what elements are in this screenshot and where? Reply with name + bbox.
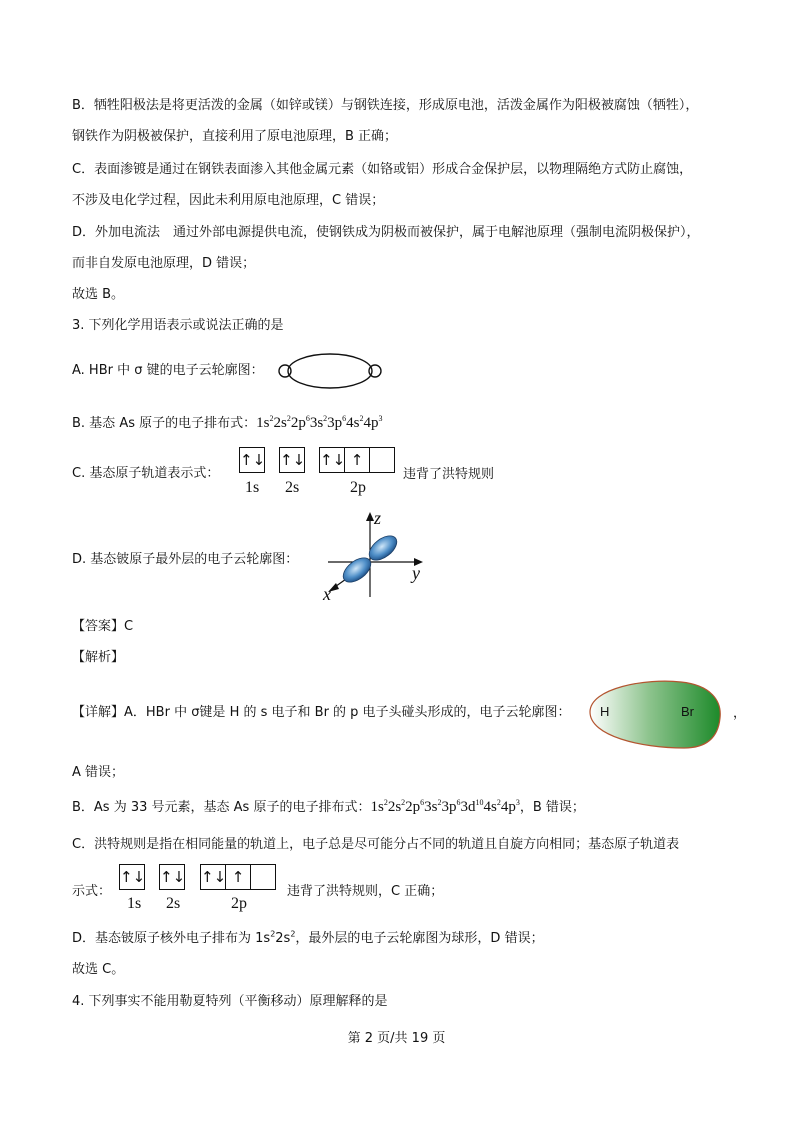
orbital-box: ↑ bbox=[225, 864, 251, 890]
orbital-label: 2p bbox=[231, 895, 247, 912]
orbital-box: ↑ bbox=[344, 447, 370, 473]
detail-d bbox=[72, 929, 544, 949]
text-line: 故选 B。 bbox=[72, 287, 125, 302]
orbital-2p-answer bbox=[200, 864, 276, 890]
electron-count: 2 bbox=[269, 414, 274, 423]
electron-count: 6 bbox=[342, 414, 347, 423]
axis-z-label: z bbox=[374, 508, 382, 528]
option-c-text: C. 基态原子轨道表示式： bbox=[72, 466, 220, 481]
page-footer: 第 2 页/共 19 页 bbox=[347, 1031, 446, 1046]
electron-count: 2 bbox=[496, 798, 501, 807]
subshell: 2p bbox=[290, 415, 306, 431]
orbital-box bbox=[250, 864, 276, 890]
subshell: 4p bbox=[500, 799, 516, 815]
subshell: 2s bbox=[273, 415, 287, 431]
orbital-box: ↑↓ bbox=[119, 864, 145, 890]
text-line: D．外加电流法 通过外部电源提供电流，使钢铁成为阴极而被保护，属于电解池原理（强制电流阴极保护）， bbox=[72, 225, 700, 240]
orbital-2s-answer bbox=[159, 864, 185, 890]
subshell: 4s bbox=[483, 799, 497, 815]
detail-c-post: 违背了洪特规则，C 正确； bbox=[287, 884, 444, 899]
orbital-2p bbox=[319, 447, 395, 473]
detail-d-post: ，最外层的电子云轮廓图为球形，D 错误； bbox=[295, 931, 544, 946]
orbital-1s-answer bbox=[119, 864, 145, 890]
detail-d-mid: 2s bbox=[275, 931, 291, 946]
detail-c-pre: 示式： bbox=[72, 884, 112, 899]
option-a bbox=[72, 361, 264, 381]
text-line: 钢铁作为阴极被保护，直接利用了原电池原理，B 正确； bbox=[72, 129, 398, 144]
orbital-label: 2s bbox=[285, 479, 300, 496]
electron-count: 3 bbox=[515, 798, 520, 807]
text-line: A 错误； bbox=[72, 765, 125, 780]
orbital-box: ↑↓ bbox=[279, 447, 305, 473]
comma: ， bbox=[733, 706, 747, 721]
orbital-label: 1s bbox=[127, 895, 142, 912]
electron-count: 6 bbox=[420, 798, 425, 807]
orbital-1s bbox=[239, 447, 265, 473]
subshell: 4p bbox=[363, 415, 379, 431]
electron-config-corrected bbox=[370, 799, 519, 815]
subshell: 3p bbox=[327, 415, 343, 431]
electron-count: 10 bbox=[475, 798, 484, 807]
subshell: 1s bbox=[256, 415, 270, 431]
orbital-box: ↑↓ bbox=[159, 864, 185, 890]
option-b-text: B. 基态 As 原子的电子排布式： bbox=[72, 416, 257, 431]
question-stem: 4. 下列事实不能用勒夏特列（平衡移动）原理解释的是 bbox=[72, 994, 388, 1009]
sigma-bond-diagram bbox=[278, 351, 382, 391]
detail-a-text: 【详解】A．HBr 中 σ键是 H 的 s 电子和 Br 的 p 电子头碰头形成的，电子云轮廓图： bbox=[72, 705, 571, 720]
electron-config-b bbox=[256, 415, 382, 431]
detail-b bbox=[72, 797, 585, 818]
orbital-label: 2s bbox=[166, 895, 181, 912]
electron-count: 2 bbox=[359, 414, 364, 423]
text-line: B．牺牲阳极法是将更活泼的金属（如锌或镁）与钢铁连接，形成原电池，活泼金属作为阳极被腐蚀（牺牲）， bbox=[72, 98, 699, 113]
superscript: 2 bbox=[270, 929, 276, 939]
detail-b-post: ，B 错误； bbox=[519, 800, 585, 815]
subshell: 2s bbox=[387, 799, 402, 815]
electron-count: 6 bbox=[305, 414, 310, 423]
hbr-br-label: Br bbox=[681, 704, 694, 719]
option-b bbox=[72, 413, 383, 434]
orbital-box bbox=[369, 447, 395, 473]
detail-d-pre: D．基态铍原子核外电子排布为 1s bbox=[72, 931, 271, 946]
electron-count: 2 bbox=[401, 798, 406, 807]
option-c-tail: 违背了洪特规则 bbox=[403, 467, 495, 482]
subshell: 2p bbox=[405, 799, 421, 815]
orbital-2s bbox=[279, 447, 305, 473]
orbital-label: 1s bbox=[245, 479, 260, 496]
superscript: 2 bbox=[290, 929, 296, 939]
option-a-text: A. HBr 中 σ 键的电子云轮廓图： bbox=[72, 363, 264, 378]
subshell: 3s bbox=[309, 415, 324, 431]
analysis-label: 【解析】 bbox=[72, 650, 125, 665]
hbr-cloud-diagram bbox=[586, 676, 726, 751]
question-stem: 3. 下列化学用语表示或说法正确的是 bbox=[72, 318, 284, 333]
electron-count: 2 bbox=[383, 798, 388, 807]
orbital-box: ↑↓ bbox=[319, 447, 345, 473]
electron-count: 3 bbox=[378, 414, 383, 423]
text-line: C．洪特规则是指在相同能量的轨道上，电子总是尽可能分占不同的轨道且自旋方向相同；基态原子轨道表 bbox=[72, 837, 680, 852]
subshell: 4s bbox=[346, 415, 360, 431]
hbr-h-label: H bbox=[600, 704, 610, 719]
subshell: 1s bbox=[370, 799, 384, 815]
orbital-box: ↑↓ bbox=[200, 864, 226, 890]
option-d-text: D. 基态铍原子最外层的电子云轮廓图： bbox=[72, 552, 299, 567]
p-orbital-diagram bbox=[320, 507, 430, 602]
detail-b-pre: B．As 为 33 号元素，基态 As 原子的电子排布式： bbox=[72, 800, 371, 815]
axis-x-label: x bbox=[323, 584, 331, 602]
text-line: 而非自发原电池原理，D 错误； bbox=[72, 256, 256, 271]
electron-count: 2 bbox=[286, 414, 291, 423]
electron-count: 2 bbox=[323, 414, 328, 423]
subshell: 3d bbox=[460, 799, 476, 815]
orbital-box: ↑↓ bbox=[239, 447, 265, 473]
electron-count: 6 bbox=[456, 798, 461, 807]
subshell: 3p bbox=[441, 799, 457, 815]
text-line: 故选 C。 bbox=[72, 962, 125, 977]
electron-count: 2 bbox=[437, 798, 442, 807]
text-line: 不涉及电化学过程，因此未利用原电池原理，C 错误； bbox=[72, 193, 385, 208]
answer-label: 【答案】C bbox=[72, 619, 134, 634]
text-line: C．表面渗镀是通过在钢铁表面渗入其他金属元素（如铬或铝）形成合金保护层，以物理隔绝方式防止腐蚀， bbox=[72, 162, 693, 177]
subshell: 3s bbox=[424, 799, 438, 815]
orbital-label: 2p bbox=[350, 479, 366, 496]
axis-y-label: y bbox=[412, 563, 420, 583]
